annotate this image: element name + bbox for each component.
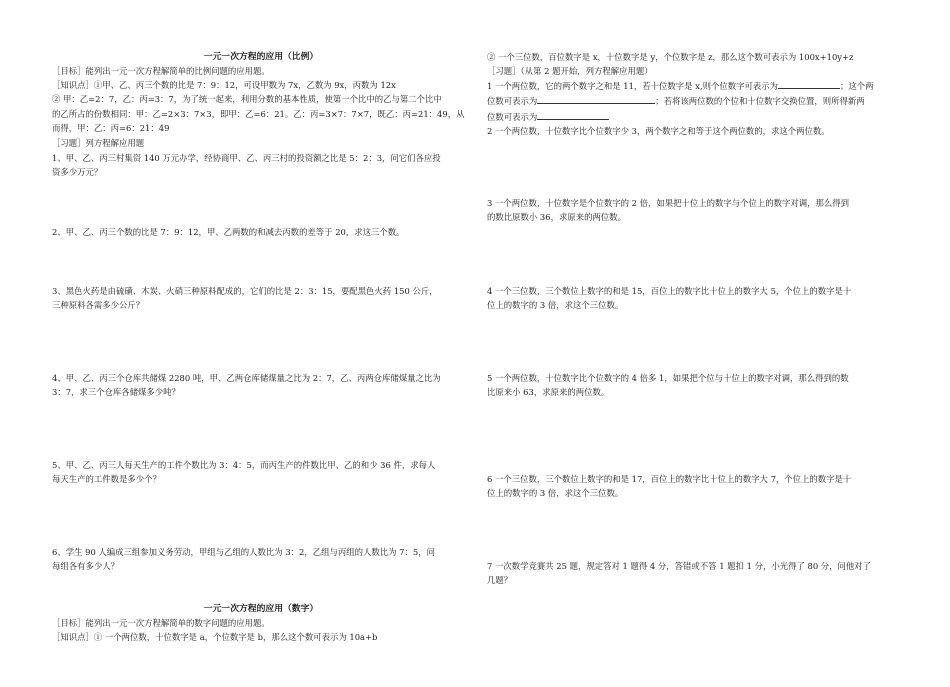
problem-line: 6、学生 90 人编成三组参加义务劳动，甲组与乙组的人数比为 3：2，乙组与丙组的人数比为 7：5，问 (52, 547, 435, 557)
goal-digits: ［目标］能列出一元一次方程解简单的数字问题的应用题。 (52, 618, 270, 628)
problem-line: 5 一个两位数，十位数字比个位数字的 4 倍多 1，如果把个位与十位上的数字对调，那么得到的数 (487, 373, 849, 383)
problem-item (487, 472, 905, 501)
problem-text: 位数可表示为 (487, 96, 538, 107)
problem-line: 6 一个三位数，三个数位上数字的和是 17，百位上的数字比十位上的数字大 7，个位上的数字是十 (487, 474, 852, 484)
problem-item (52, 151, 470, 180)
problem-line: 三种原料各需多少公斤？ (52, 300, 145, 311)
problem-line: 2、甲、乙、丙三个数的比是 7：9：12，甲、乙两数的和减去丙数的差等于 20，求这三个数。 (52, 227, 405, 237)
problem-line: 5、甲、乙、丙三人每天生产的工件个数比为 3：4：5，而丙生产的件数比甲、乙的和少 36 件，求每人 (52, 460, 436, 470)
problem-text: 位数可表示为 (487, 111, 538, 122)
problem-item (487, 284, 905, 313)
problem-text: ；若将该两位数的个位和十位数字交换位置，则所得新两 (655, 96, 865, 107)
problem-line (487, 78, 905, 93)
answer-blank[interactable] (537, 93, 655, 104)
problem-text: ；这个两 (839, 81, 874, 91)
problem-line: 每天生产的工件数是多少个？ (52, 474, 161, 485)
problem-line (487, 109, 905, 124)
problem-line: 位上的数字的 3 倍，求这个三位数。 (487, 488, 624, 499)
problem-item (52, 458, 470, 487)
knowledge-proportion (52, 78, 470, 136)
exercise-header-proportion: ［习题］列方程解应用题 (52, 138, 145, 148)
problem-item (487, 196, 905, 225)
knowledge-line: 的乙所占的份数相同：甲：乙=2×3：7×3，即甲：乙=6：21。乙：丙=3×7：7×7，既乙：丙=21：49，从 (52, 108, 465, 119)
problem-line: 位上的数字的 3 倍，求这个三位数。 (487, 300, 624, 311)
problem-item (487, 124, 905, 138)
goal-proportion: ［目标］能列出一元一次方程解简单的比例问题的应用题。 (52, 66, 270, 76)
problem-line: 2 一个两位数，十位数字比个位数字少 3，两个数字之和等于这个两位数的，求这个两位数。 (487, 126, 830, 136)
problem-line: 比原来小 63，求原来的两位数。 (487, 387, 610, 398)
problem-line (487, 93, 905, 108)
section-title-proportion: 一元一次方程的应用（比例） (203, 52, 319, 62)
problem-item-fill-in (487, 78, 905, 124)
problem-item (52, 284, 470, 313)
problem-line: 3：7，求三个仓库各储煤多少吨？ (52, 387, 180, 398)
problem-line: 3、黑色火药是由硫磺、木炭、火硝三种原料配成的，它们的比是 2：3：15，要配黑色火药 150 公斤， (52, 286, 438, 296)
knowledge-digits-cont: ② 一个三位数，百位数字是 x，十位数字是 y，个位数字是 z，那么这个数可表示为 100x+10y+z (487, 52, 854, 62)
problem-line: 4、甲、乙、丙三个仓库共储煤 2280 吨，甲、乙两仓库储煤量之比为 2：7，乙、丙两仓库储煤量之比为 (52, 373, 441, 383)
exercise-header-digits: ［习题］（从第 2 题开始，列方程解应用题） (487, 66, 653, 76)
problem-line: 每组各有多少人？ (52, 561, 119, 572)
problem-text: 1 一个两位数，它的两个数字之和是 11，若十位数字是 x,则个位数字可表示为 (487, 81, 778, 91)
section-title-digits: 一元一次方程的应用（数字） (203, 604, 319, 614)
answer-blank[interactable] (537, 109, 609, 120)
problem-item (52, 545, 470, 574)
problem-line: 7 一次数学竞赛共 25 题，规定答对 1 题得 4 分，答错或不答 1 题扣 1 分，小光得了 80 分，问他对了 (487, 561, 872, 571)
problem-line: 资多少万元？ (52, 167, 103, 178)
problem-line: 3 一个两位数，十位数字是个位数字的 2 倍，如果把十位上的数字与个位上的数字对调，那么得到 (487, 198, 850, 208)
problem-line: 几题？ (487, 575, 513, 586)
knowledge-line: ［知识点］①甲、乙、丙三个数的比是 7：9：12，可设甲数为 7x，乙数为 9x，丙数为 12x (52, 80, 396, 90)
problem-item (487, 371, 905, 400)
knowledge-digits: ［知识点］① 一个两位数，十位数字是 a，个位数字是 b，那么这个数可表示为 10a+b (52, 632, 378, 642)
knowledge-line: 而得，甲：乙：丙=6：21：49 (52, 123, 170, 134)
problem-item (52, 371, 470, 400)
problem-line: 的数比原数小 36，求原来的两位数。 (487, 212, 626, 223)
problem-item (487, 559, 905, 588)
problem-item (52, 225, 470, 239)
knowledge-line: ② 甲：乙=2：7，乙：丙=3：7，为了统一起来，利用分数的基本性质，使第一个比中的乙与第二个比中 (52, 94, 442, 105)
answer-blank[interactable] (778, 78, 840, 89)
problem-line: 4 一个三位数，三个数位上数字的和是 15，百位上的数字比十位上的数字大 5，个位上的数字是十 (487, 286, 852, 296)
problem-line: 1、甲、乙、丙三村集资 140 万元办学，经协商甲、乙、丙三村的投资额之比是 5：2：3，问它们各应投 (52, 153, 441, 163)
